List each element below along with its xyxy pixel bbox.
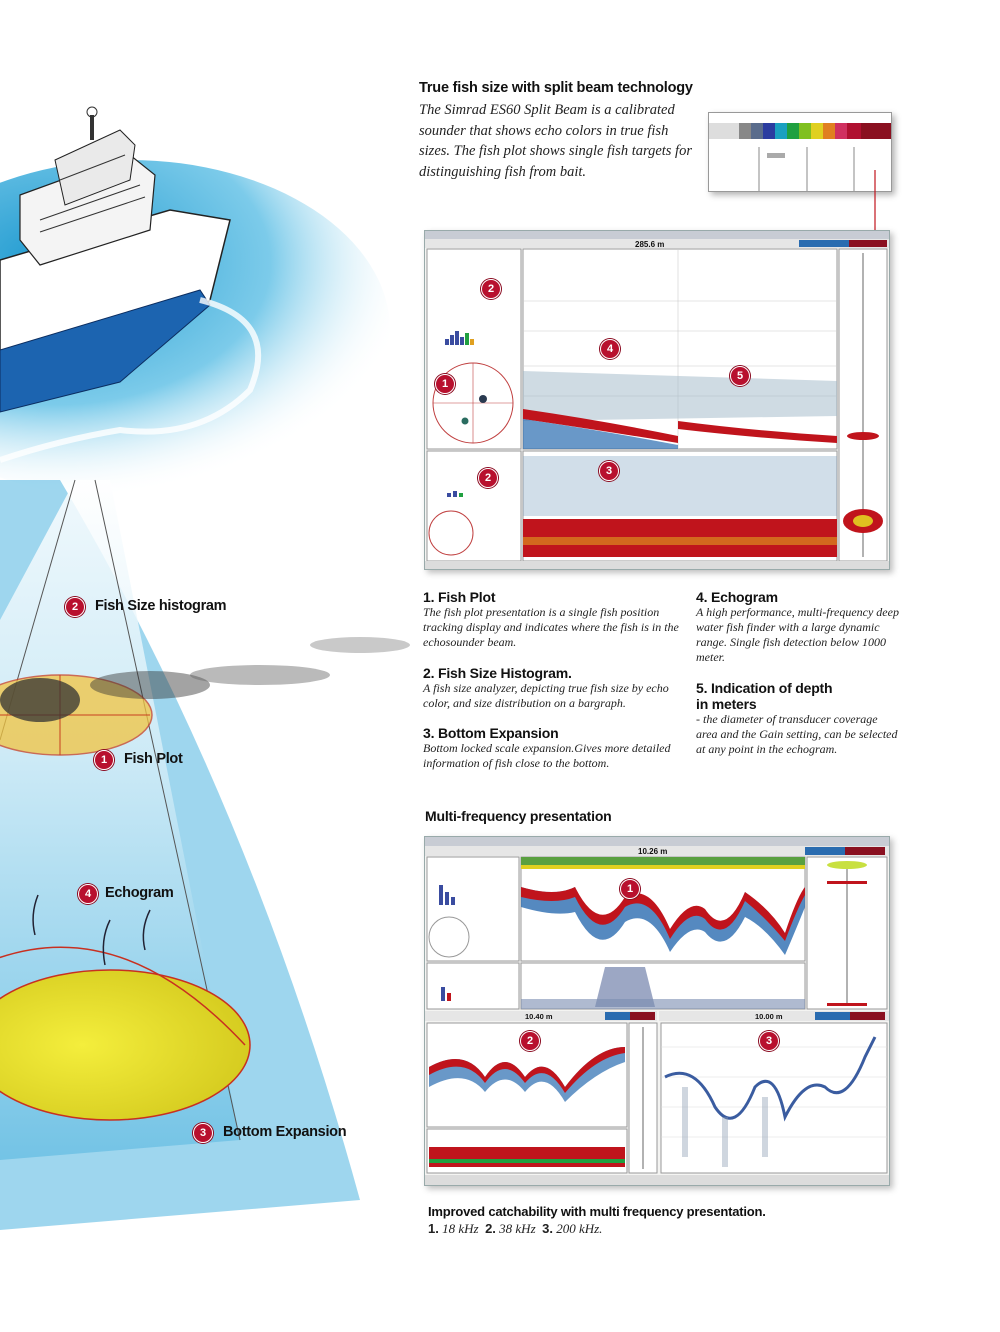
- label-bottom-expansion: Bottom Expansion: [223, 1124, 347, 1140]
- caption-item-text: 38 kHz: [499, 1221, 536, 1236]
- screen2-marker-2: 2: [520, 1031, 540, 1051]
- section-text: A fish size analyzer, depicting true fish size by echo color, and size distribution on a bargraph.: [423, 681, 669, 710]
- screen2-svg: [425, 837, 889, 1185]
- section-title: 4. Echogram: [696, 589, 778, 605]
- color-scale-svg: [709, 113, 891, 191]
- caption-item-num: 1.: [428, 1221, 439, 1236]
- section-title: 1. Fish Plot: [423, 589, 496, 605]
- intro-title: True fish size with split beam technology: [419, 80, 693, 96]
- screen1-marker-4: 4: [600, 339, 620, 359]
- screen1-marker-2b: 2: [478, 468, 498, 488]
- section-fish-size-histogram: [423, 665, 683, 711]
- section-text: A high performance, multi-frequency deep water fish finder with a large dynamic range. Single fish detection below 1000 meter.: [696, 605, 899, 664]
- screen1-marker-1: 1: [435, 374, 455, 394]
- vessel-illustration: [0, 100, 420, 1230]
- label-echogram: Echogram: [105, 885, 174, 901]
- label-fish-plot: Fish Plot: [124, 751, 183, 767]
- section-text: The fish plot presentation is a single fish position tracking display and indicates where the fish is in the echosounder beam.: [423, 605, 679, 649]
- zoom-connector: [872, 170, 882, 232]
- section-title: 2. Fish Size Histogram.: [423, 665, 572, 681]
- label-badge-4: 4: [78, 884, 98, 904]
- screen2-depth-left: 10.40 m: [525, 1012, 553, 1021]
- echosounder-screen-1: [424, 230, 890, 570]
- caption-item-text: 18 kHz: [442, 1221, 479, 1236]
- section-echogram: [696, 589, 901, 665]
- label-badge-2: 2: [65, 597, 85, 617]
- screen2-marker-1: 1: [620, 879, 640, 899]
- section-fish-plot: [423, 589, 683, 650]
- caption-item-text: 200 kHz.: [556, 1221, 603, 1236]
- screen2-depth-right: 10.00 m: [755, 1012, 783, 1021]
- caption-item-num: 3.: [542, 1221, 553, 1236]
- caption-title: Improved catchability with multi frequency presentation.: [428, 1204, 766, 1219]
- section-text: Bottom locked scale expansion.Gives more detailed information of fish close to the bottom.: [423, 741, 671, 770]
- section-text: - the diameter of transducer coverage area and the Gain setting, can be selected at any point in the echogram.: [696, 712, 898, 756]
- screen1-marker-3: 3: [599, 461, 619, 481]
- illustration-svg: [0, 100, 420, 1230]
- echosounder-screen-2: [424, 836, 890, 1186]
- label-badge-3: 3: [193, 1123, 213, 1143]
- multi-frequency-title: Multi-frequency presentation: [425, 808, 612, 824]
- section-title: 3. Bottom Expansion: [423, 725, 559, 741]
- screen2-depth-top: 10.26 m: [638, 847, 668, 856]
- caption-frequencies: [428, 1221, 602, 1237]
- section-title: 5. Indication of depth in meters: [696, 680, 833, 712]
- screen1-depth-readout: 285.6 m: [635, 240, 665, 249]
- screen1-marker-2: 2: [481, 279, 501, 299]
- color-scale-zoom: [708, 112, 892, 192]
- label-badge-1: 1: [94, 750, 114, 770]
- caption-item-num: 2.: [485, 1221, 496, 1236]
- intro-text: The Simrad ES60 Split Beam is a calibrated sounder that shows echo colors in true fish sizes. The fish plot shows single fish targets for distinguishing fish from bait.: [419, 102, 692, 180]
- screen2-marker-3: 3: [759, 1031, 779, 1051]
- screen1-marker-5: 5: [730, 366, 750, 386]
- section-depth-indication: [696, 680, 901, 757]
- section-bottom-expansion: [423, 725, 683, 771]
- label-fish-size-histogram: Fish Size histogram: [95, 598, 227, 614]
